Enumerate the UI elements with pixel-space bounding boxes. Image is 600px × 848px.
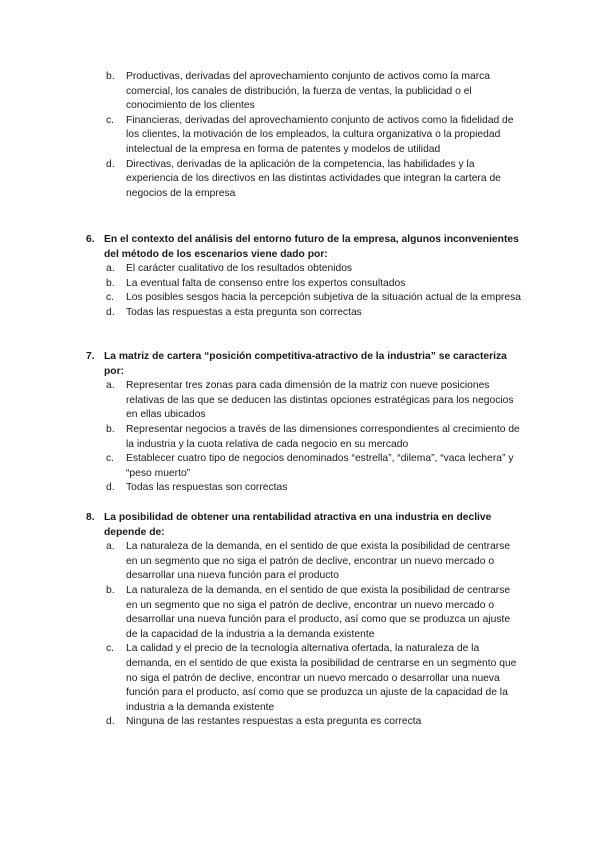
question-text: En el contexto del análisis del entorno futuro de la empresa, algunos inconvenientes del método de los escenarios viene dado por: [104, 234, 519, 260]
option-text: Financieras, derivadas del aprovechamiento conjunto de activos como la fidelidad de los clientes, la motivación de los empleados, la cultura organizativa o la propiedad intelectual de la empresa en forma de patentes y modelos de utilidad [126, 114, 514, 155]
option-letter: d. [106, 482, 115, 494]
question-number: 6. [86, 234, 95, 245]
option-letter: d. [106, 306, 115, 318]
option-item [86, 452, 522, 481]
option-text: Establecer cuatro tipo de negocios denominados “estrella”, “dilema”, “vaca lechera” y “peso muerto” [126, 453, 514, 479]
question-stem [86, 233, 522, 262]
option-letter: b. [106, 277, 115, 289]
option-text: Todas las respuestas a esta pregunta son correctas [126, 306, 362, 318]
question-text: La matriz de cartera “posición competitiva-atractivo de la industria” se caracteriza por: [104, 351, 507, 377]
option-item [86, 262, 522, 277]
question-number: 7. [86, 351, 95, 362]
option-text: Los posibles sesgos hacia la percepción subjetiva de la situación actual de la empresa [126, 292, 521, 304]
option-text: Productivas, derivadas del aprovechamiento conjunto de activos como la marca comercial, los canales de distribución, la fuerza de ventas, la publicidad o el conocimiento de los clientes [126, 71, 491, 112]
question-8 [86, 511, 522, 730]
question-number: 8. [86, 512, 95, 523]
option-text: Ninguna de las restantes respuestas a esta pregunta es correcta [126, 716, 422, 728]
option-letter: c. [106, 453, 115, 465]
continuation-options [86, 70, 516, 201]
option-item [86, 379, 522, 423]
question-text: La posibilidad de obtener una rentabilidad atractiva en una industria en declive depende de: [104, 512, 492, 538]
option-text: La calidad y el precio de la tecnología alternativa ofertada, la naturaleza de la demanda, en el sentido de que exista la posibilidad de centrarse en un segmento que no siga el patrón de declive, encontrar un nuevo mercado o desarrollar una nueva función para el producto, así como que se produzca un ajuste de la capacidad de la industria a la demanda existente [126, 643, 517, 713]
option-text: Todas las respuestas son correctas [126, 482, 288, 494]
option-letter: d. [106, 716, 115, 728]
option-text: La naturaleza de la demanda, en el sentido de que exista la posibilidad de centrarse en un segmento que no siga el patrón de declive, encontrar un nuevo mercado o desarrollar una nueva función para el producto, así como que se produzca un ajuste de la capacidad de la industria a la demanda existente [126, 584, 511, 640]
option-item [86, 481, 522, 496]
option-letter: c. [106, 643, 115, 655]
option-item [86, 423, 522, 452]
option-item [86, 715, 522, 730]
option-text: La eventual falta de consenso entre los expertos consultados [126, 277, 406, 289]
option-text: Representar tres zonas para cada dimensión de la matriz con nueve posiciones relativas de las que se deducen las distintas opciones estratégicas para los negocios en ellas ubicados [126, 380, 514, 421]
option-letter: a. [106, 380, 115, 392]
option-item [86, 642, 522, 715]
option-letter: d. [106, 158, 115, 170]
option-text: El carácter cualitativo de los resultados obtenidos [126, 263, 353, 275]
option-item [86, 70, 516, 114]
option-item [86, 306, 522, 321]
question-stem [86, 511, 522, 540]
option-letter: a. [106, 541, 115, 553]
option-text: La naturaleza de la demanda, en el sentido de que exista la posibilidad de centrarse en un segmento que no siga el patrón de declive, encontrar un nuevo mercado o desarrollar una nueva función para el producto [126, 541, 511, 582]
option-item [86, 540, 522, 584]
question-6 [86, 233, 522, 321]
option-letter: b. [106, 71, 115, 82]
option-letter: a. [106, 263, 115, 275]
option-letter: b. [106, 584, 115, 596]
option-text: Directivas, derivadas de la aplicación de la competencia, las habilidades y la experiencia de los directivos en las distintas actividades que integran la cartera de negocios de la empresa [126, 158, 501, 199]
option-item [86, 158, 516, 202]
option-text: Representar negocios a través de las dimensiones correspondientes al crecimiento de la industria y la cuota relativa de cada negocio en su mercado [126, 423, 520, 450]
option-letter: c. [106, 292, 115, 304]
question-7 [86, 350, 522, 496]
option-item [86, 277, 522, 292]
question-stem [86, 350, 522, 379]
option-item [86, 584, 522, 642]
option-letter: b. [106, 423, 115, 435]
option-letter: c. [106, 114, 115, 126]
option-item [86, 291, 522, 306]
option-item [86, 114, 516, 158]
